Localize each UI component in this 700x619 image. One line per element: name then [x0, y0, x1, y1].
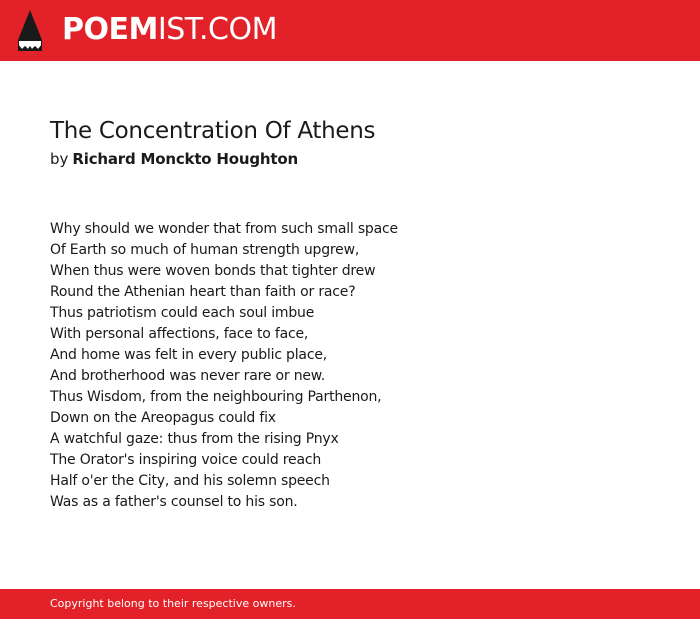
poem-body [50, 219, 398, 513]
poem-line: A watchful gaze: thus from the rising Pnyx [50, 431, 339, 447]
poem-byline [50, 149, 298, 169]
poem-line: Why should we wonder that from such small space [50, 221, 398, 237]
poem-line: Down on the Areopagus could fix [50, 410, 276, 426]
poem-line: Half o'er the City, and his solemn speech [50, 473, 330, 489]
site-footer [0, 589, 700, 619]
site-logo-bold: POEM [62, 12, 158, 47]
byline-prefix: by [50, 150, 69, 168]
poem-line: The Orator's inspiring voice could reach [50, 452, 322, 468]
poem-author: Richard Monckto Houghton [72, 150, 298, 168]
poem-line: When thus were woven bonds that tighter drew [50, 263, 376, 279]
poem-line: Of Earth so much of human strength upgrew, [50, 242, 360, 258]
poem-line: Round the Athenian heart than faith or race? [50, 284, 356, 300]
site-logo-light: IST.COM [157, 12, 277, 47]
poem-title: The Concentration Of Athens [50, 118, 376, 144]
site-logo-text [62, 12, 277, 48]
poem-line: With personal affections, face to face, [50, 326, 309, 342]
poem-line: Thus patriotism could each soul imbue [50, 305, 315, 321]
poem-line: And home was felt in every public place, [50, 347, 327, 363]
pencil-tip-icon [18, 10, 42, 51]
poem-line: Was as a father's counsel to his son. [50, 494, 298, 510]
poem-line: And brotherhood was never rare or new. [50, 368, 325, 384]
poem-line: Thus Wisdom, from the neighbouring Parthenon, [50, 389, 382, 405]
copyright-notice: Copyright belong to their respective owners. [50, 597, 296, 610]
site-header [0, 0, 700, 61]
